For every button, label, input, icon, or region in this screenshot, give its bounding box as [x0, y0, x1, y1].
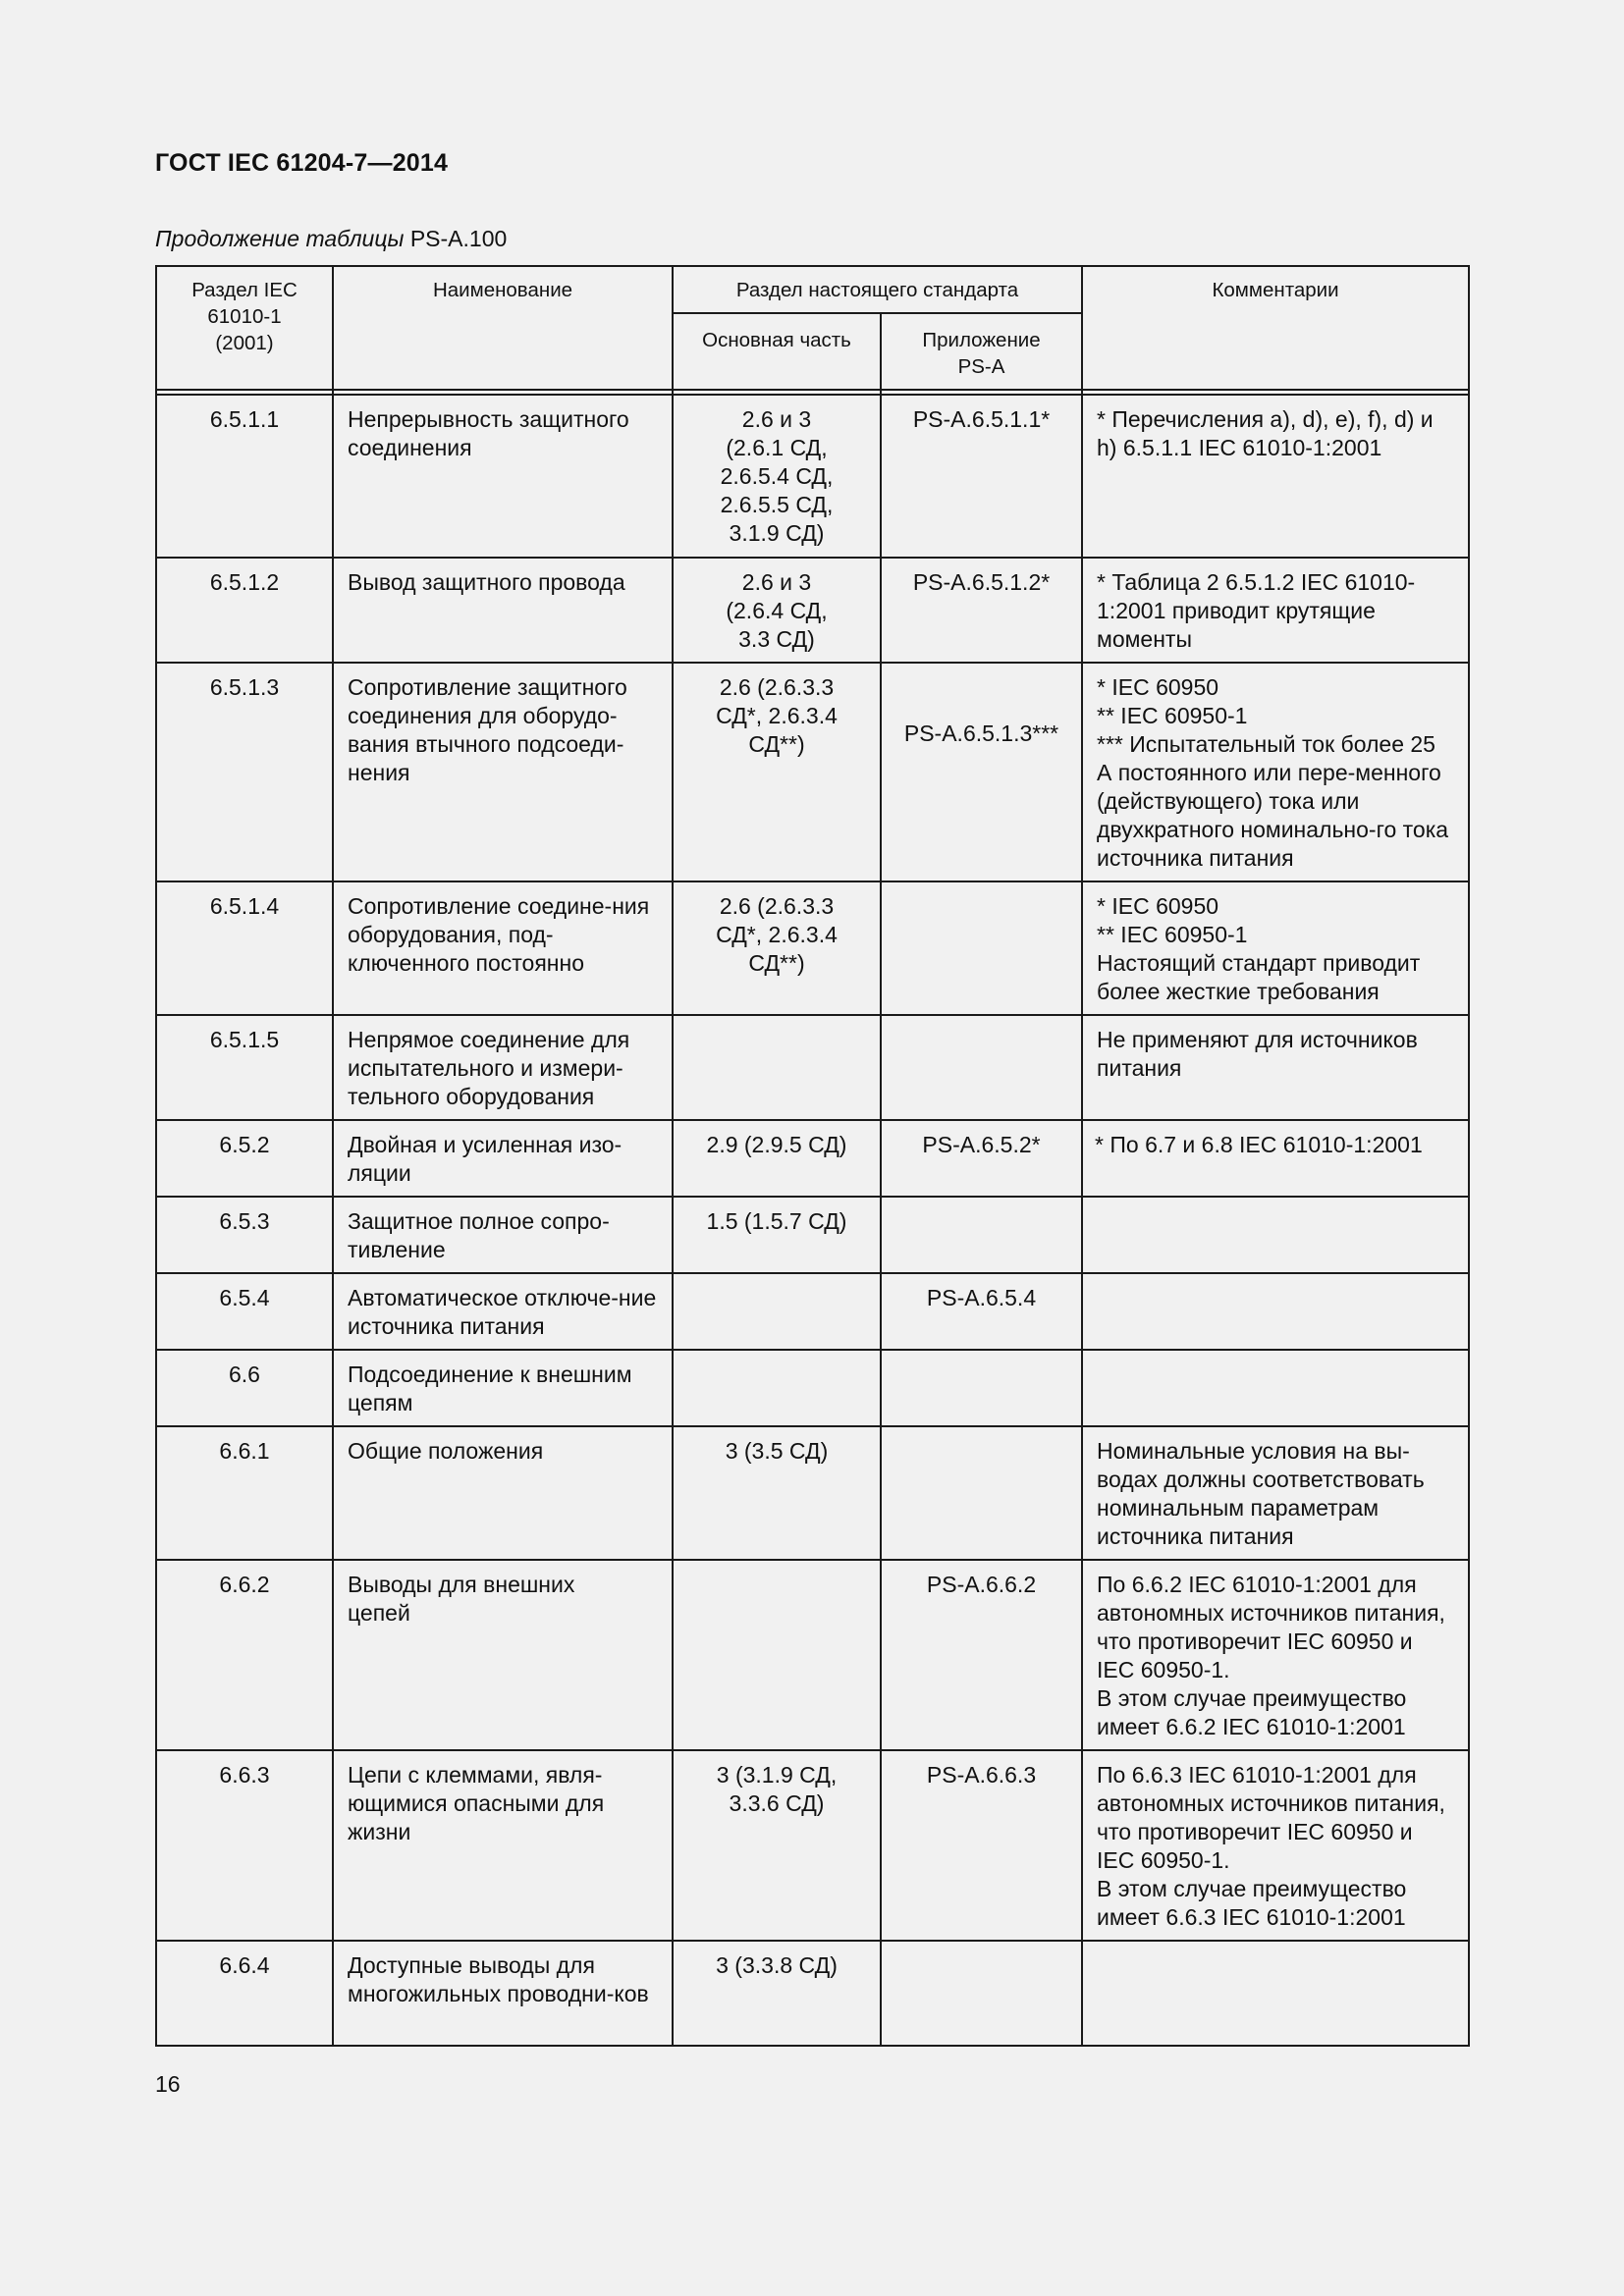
- cell-main-part: 1.5 (1.5.7 СД): [673, 1197, 881, 1273]
- table-row: [156, 1750, 1469, 1941]
- header-comments: Комментарии: [1082, 266, 1469, 390]
- cell-main-part: 2.9 (2.9.5 СД): [673, 1120, 881, 1197]
- cell-appendix: PS-A.6.5.1.2*: [881, 558, 1082, 663]
- table-row: [156, 1273, 1469, 1350]
- cell-section: 6.5.4: [156, 1273, 333, 1350]
- document-title: ГОСТ IEC 61204-7—2014: [155, 149, 449, 177]
- cell-comment: Номинальные условия на вы-водах должны соответствовать номинальным параметрам источника питания: [1082, 1426, 1469, 1560]
- cell-name: Автоматическое отключе-ние источника питания: [333, 1273, 673, 1350]
- cell-appendix: [881, 1426, 1082, 1560]
- page-number: 16: [155, 2071, 181, 2097]
- cell-section: 6.6.2: [156, 1560, 333, 1750]
- cell-name: Подсоединение к внешним цепям: [333, 1350, 673, 1426]
- table-row: [156, 1941, 1469, 2046]
- cell-appendix: PS-A.6.5.2*: [881, 1120, 1082, 1197]
- cell-name: Сопротивление соедине-ния оборудования, под-ключенного постоянно: [333, 881, 673, 1015]
- cell-appendix: PS-A.6.6.3: [881, 1750, 1082, 1941]
- caption-table-id: PS-A.100: [409, 226, 508, 251]
- cell-appendix: PS-A.6.5.4: [881, 1273, 1082, 1350]
- cell-appendix: [881, 1350, 1082, 1426]
- header-section: Раздел IEC 61010-1 (2001): [156, 266, 333, 390]
- cell-main-part: 3 (3.5 СД): [673, 1426, 881, 1560]
- cell-section: 6.6: [156, 1350, 333, 1426]
- cell-comment: [1082, 1350, 1469, 1426]
- cell-name: Доступные выводы для многожильных проводни-ков: [333, 1941, 673, 2046]
- table-row: [156, 1120, 1469, 1197]
- cell-comment: * IEC 60950 ** IEC 60950-1 *** Испытательный ток более 25 А постоянного или пере-менного (действующего) тока или двухкратного номинально-го тока источника питания: [1082, 663, 1469, 881]
- table-caption: [155, 226, 507, 252]
- cell-appendix: [881, 1015, 1082, 1120]
- cell-main-part: [673, 1015, 881, 1120]
- cell-comment: * Таблица 2 6.5.1.2 IEC 61010-1:2001 приводит крутящие моменты: [1082, 558, 1469, 663]
- cell-main-part: 2.6 и 3 (2.6.1 СД, 2.6.5.4 СД, 2.6.5.5 СД, 3.1.9 СД): [673, 395, 881, 558]
- cell-section: 6.5.1.4: [156, 881, 333, 1015]
- table-row: [156, 558, 1469, 663]
- cell-section: 6.5.2: [156, 1120, 333, 1197]
- cell-section: 6.5.1.1: [156, 395, 333, 558]
- table-row: [156, 1426, 1469, 1560]
- header-standard-section: Раздел настоящего стандарта: [673, 266, 1082, 313]
- table-row: [156, 663, 1469, 881]
- cell-name: Общие положения: [333, 1426, 673, 1560]
- cell-section: 6.5.3: [156, 1197, 333, 1273]
- cell-name: Защитное полное сопро-тивление: [333, 1197, 673, 1273]
- cell-appendix: PS-A.6.5.1.3***: [881, 663, 1082, 881]
- cell-name: Сопротивление защитного соединения для оборудо-вания втычного подсоеди-нения: [333, 663, 673, 881]
- table-row: [156, 1197, 1469, 1273]
- cell-comment: [1082, 1197, 1469, 1273]
- cell-name: Непрямое соединение для испытательного и измери-тельного оборудования: [333, 1015, 673, 1120]
- cell-comment: * Перечисления a), d), e), f), d) и h) 6.5.1.1 IEC 61010-1:2001: [1082, 395, 1469, 558]
- cell-name: Двойная и усиленная изо-ляции: [333, 1120, 673, 1197]
- cell-comment: По 6.6.2 IEC 61010-1:2001 для автономных источников питания, что противоречит IEC 60950 и IEC 60950-1. В этом случае преимущество имеет 6.6.2 IEC 61010-1:2001: [1082, 1560, 1469, 1750]
- table-row: [156, 1350, 1469, 1426]
- cell-section: 6.6.4: [156, 1941, 333, 2046]
- table-row: [156, 881, 1469, 1015]
- caption-label: Продолжение таблицы: [155, 226, 405, 251]
- cell-section: 6.6.3: [156, 1750, 333, 1941]
- correspondence-table: [155, 265, 1470, 2047]
- cell-appendix: [881, 1941, 1082, 2046]
- cell-section: 6.5.1.5: [156, 1015, 333, 1120]
- cell-name: Вывод защитного провода: [333, 558, 673, 663]
- cell-comment: * IEC 60950 ** IEC 60950-1 Настоящий стандарт приводит более жесткие требования: [1082, 881, 1469, 1015]
- cell-main-part: [673, 1560, 881, 1750]
- cell-comment: * По 6.7 и 6.8 IEC 61010-1:2001: [1082, 1120, 1469, 1197]
- cell-section: 6.6.1: [156, 1426, 333, 1560]
- cell-comment: Не применяют для источников питания: [1082, 1015, 1469, 1120]
- cell-main-part: [673, 1350, 881, 1426]
- cell-appendix: [881, 881, 1082, 1015]
- header-appendix: Приложение PS-A: [881, 313, 1082, 390]
- cell-main-part: [673, 1273, 881, 1350]
- cell-comment: [1082, 1941, 1469, 2046]
- table-row: [156, 395, 1469, 558]
- table-row: [156, 1560, 1469, 1750]
- cell-section: 6.5.1.3: [156, 663, 333, 881]
- cell-name: Цепи с клеммами, явля-ющимися опасными для жизни: [333, 1750, 673, 1941]
- header-name: Наименование: [333, 266, 673, 390]
- cell-comment: По 6.6.3 IEC 61010-1:2001 для автономных источников питания, что противоречит IEC 60950 и IEC 60950-1. В этом случае преимущество имеет 6.6.3 IEC 61010-1:2001: [1082, 1750, 1469, 1941]
- cell-name: Непрерывность защитного соединения: [333, 395, 673, 558]
- cell-appendix: [881, 1197, 1082, 1273]
- header-main-part: Основная часть: [673, 313, 881, 390]
- cell-main-part: 3 (3.1.9 СД, 3.3.6 СД): [673, 1750, 881, 1941]
- cell-appendix: PS-A.6.5.1.1*: [881, 395, 1082, 558]
- cell-section: 6.5.1.2: [156, 558, 333, 663]
- cell-main-part: 2.6 и 3 (2.6.4 СД, 3.3 СД): [673, 558, 881, 663]
- cell-appendix: PS-A.6.6.2: [881, 1560, 1082, 1750]
- cell-name: Выводы для внешних цепей: [333, 1560, 673, 1750]
- table-row: [156, 1015, 1469, 1120]
- cell-comment: [1082, 1273, 1469, 1350]
- cell-main-part: 2.6 (2.6.3.3 СД*, 2.6.3.4 СД**): [673, 663, 881, 881]
- cell-main-part: 3 (3.3.8 СД): [673, 1941, 881, 2046]
- cell-main-part: 2.6 (2.6.3.3 СД*, 2.6.3.4 СД**): [673, 881, 881, 1015]
